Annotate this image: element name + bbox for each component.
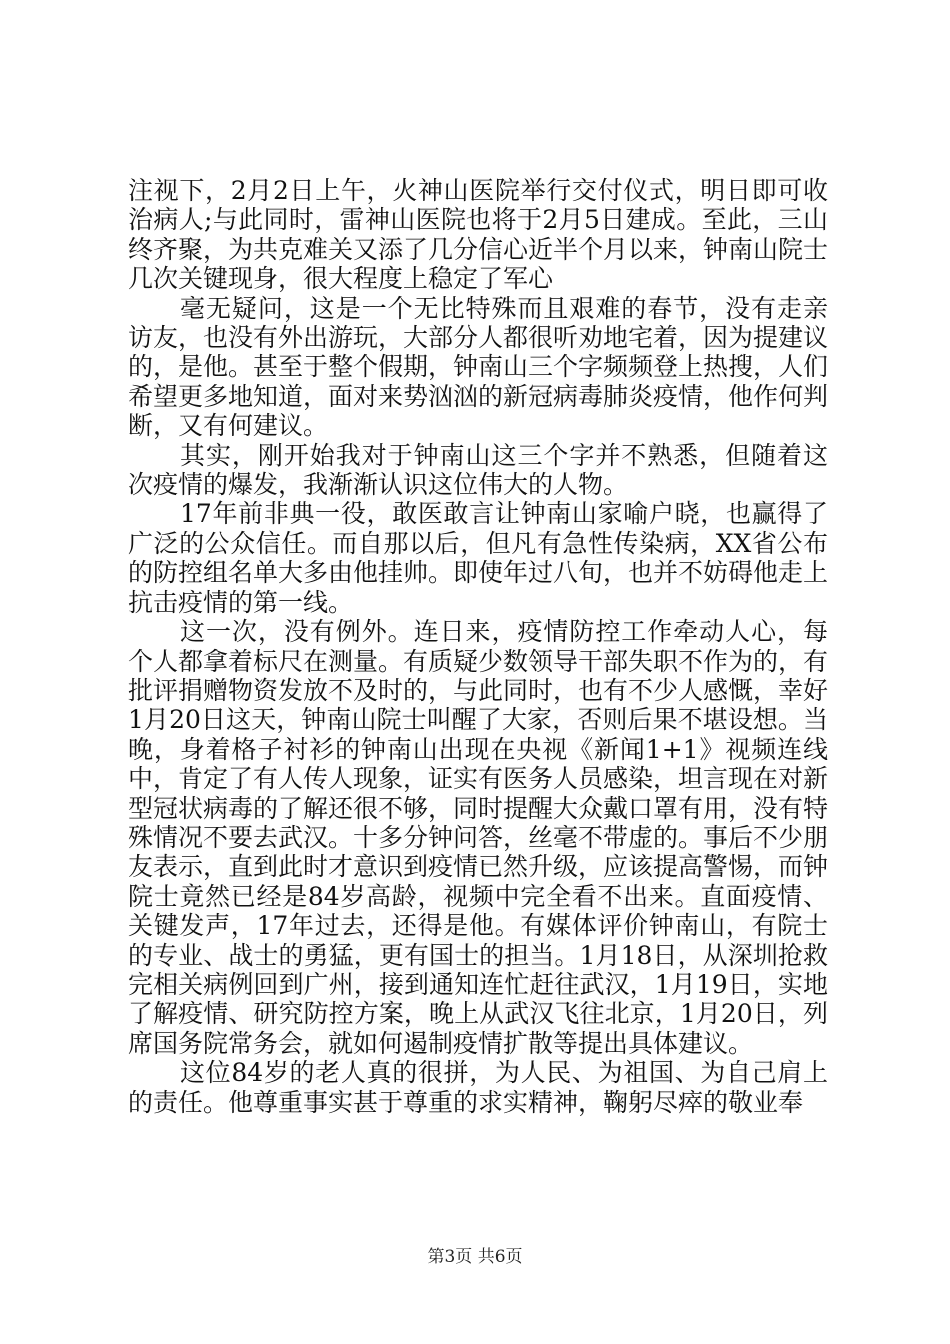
paragraph-4: 17年前非典一役，敢医敢言让钟南山家喻户晓，也赢得了广泛的公众信任。而自那以后，但凡有急性传染病，XX省公布的防控组名单大多由他挂帅。即使年过八旬，也并不妨碍他走上抗击疫情的第一线。	[128, 499, 829, 617]
paragraph-3: 其实，刚开始我对于钟南山这三个字并不熟悉，但随着这次疫情的爆发，我渐渐认识这位伟大的人物。	[128, 440, 828, 500]
page-footer: 第3页 共6页	[427, 1247, 523, 1267]
paragraph-2: 毫无疑问，这是一个无比特殊而且艰难的春节，没有走亲访友，也没有外出游玩，大部分人都很听劝地宅着，因为提建议的，是他。甚至于整个假期，钟南山三个字频频登上热搜，人们希望更多地知道，面对来势汹汹的新冠病毒肺炎疫情，他作何判断，又有何建议。	[128, 293, 829, 441]
paragraph-5: 这一次，没有例外。连日来，疫情防控工作牵动人心，每个人都拿着标尺在测量。有质疑少数领导干部失职不作为的，有批评捐赠物资发放不及时的，与此同时，也有不少人感慨，幸好1月20日这天，钟南山院士叫醒了大家，否则后果不堪设想。当晚，身着格子衬衫的钟南山出现在央视《新闻1+1》视频连线中，肯定了有人传人现象，证实有医务人员感染，坦言现在对新型冠状病毒的了解还很不够，同时提醒大众戴口罩有用，没有特殊情况不要去武汉。十多分钟问答，丝毫不带虚的。事后不少朋友表示，直到此时才意识到疫情已然升级，应该提高警惕，而钟院士竟然已经是84岁高龄，视频中完全看不出来。直面疫情、关键发声，17年过去，还得是他。有媒体评价钟南山，有院士的专业、战士的勇猛，更有国士的担当。1月18日，从深圳抢救完相关病例回到广州，接到通知连忙赶往武汉，1月19日，实地了解疫情、研究防控方案，晚上从武汉飞往北京，1月20日，列席国务院常务会，就如何遏制疫情扩散等提出具体建议。	[128, 617, 829, 1058]
paragraph-6: 这位84岁的老人真的很拼，为人民、为祖国、为自己肩上的责任。他尊重事实甚于尊重的求实精神，鞠躬尽瘁的敬业奉	[128, 1058, 828, 1117]
document-body	[128, 176, 828, 1117]
paragraph-continuation: 注视下，2月2日上午，火神山医院举行交付仪式，明日即可收治病人;与此同时，雷神山医院也将于2月5日建成。至此，三山终齐聚，为共克难关又添了几分信心近半个月以来，钟南山院士几次关键现身，很大程度上稳定了军心	[128, 176, 829, 294]
